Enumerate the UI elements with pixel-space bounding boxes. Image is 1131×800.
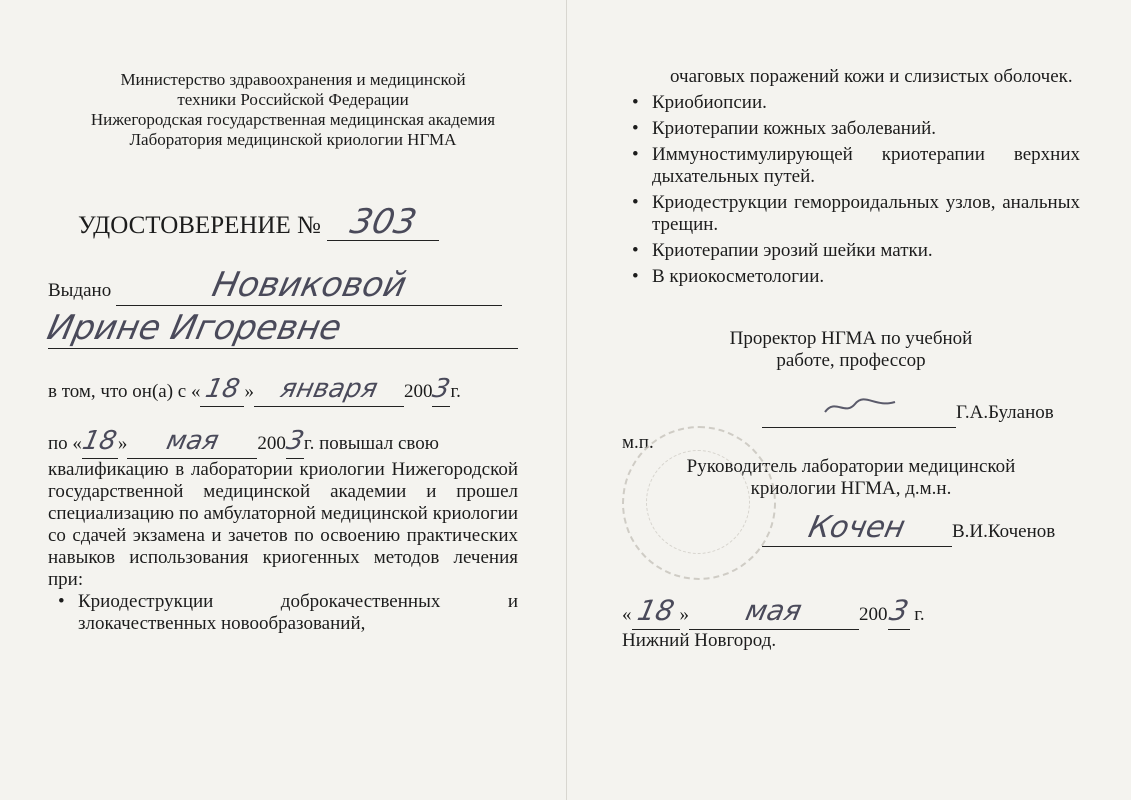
header-line-3: Нижегородская государственная медицинская академия [90,110,496,129]
bullet-continuation: очаговых поражений кожи и слизистых оболочек. [670,66,1073,87]
prorector-signature-line [622,394,1080,428]
date-year-prefix: 200 [859,604,888,625]
certificate-number: 303 [346,202,420,242]
date-suffix: г. [914,604,925,625]
head-title-line-2: криологии НГМА, д.м.н. [750,478,952,499]
from-day-field [200,375,244,407]
recipient-given-name: Ирине Игоревне [43,308,346,348]
from-month: января [277,374,381,404]
given-name-line [43,308,518,349]
right-page [622,66,1080,652]
page-fold [566,0,567,800]
to-year-field [283,426,307,459]
header-line-2: техники Российской Федерации [177,90,409,109]
issued-to-line [48,265,518,306]
prorector-signature [819,394,899,418]
prorector-title [622,328,1080,372]
to-date-line [48,427,518,459]
city: Нижний Новгород. [622,630,777,651]
head-signature: Кочен [805,510,909,545]
header-line-1: Министерство здравоохранения и медицинской [120,70,466,89]
certificate-number-field [327,202,439,242]
head-name: В.И.Коченов [952,521,1056,542]
from-date-line [48,375,518,407]
prorector-signature-field [762,394,956,428]
to-quote-close: » [117,433,128,454]
date-open-quote: « [622,604,632,625]
to-year-prefix: 200 [257,433,286,454]
given-name-field [43,308,518,349]
list-item: • Криотерапии кожных заболеваний. [622,118,1080,140]
issue-date-line [622,594,1080,630]
date-year-field [886,594,912,630]
list-item: • Криодеструкции доброкачественных и злокачественных новообразований, [48,591,518,635]
methods-list [622,92,1080,288]
list-item: • Криобиопсии. [622,92,1080,114]
date-month: мая [743,594,806,627]
issuer-header [68,70,518,150]
head-title-line-1: Руководитель лаборатории медицинской [686,456,1016,477]
issued-label: Выдано [48,280,112,301]
from-day: 18 [202,374,243,404]
list-item: • В криокосметологии. [622,266,1080,288]
date-close-quote: » [679,604,689,625]
list-item: • Иммуностимулирующей криотерапии верхних дыхательных путей. [622,144,1080,188]
date-day-field [632,594,680,630]
from-quote-close: » [244,381,254,402]
surname-field [116,265,502,306]
to-year-digit: 3 [283,426,307,456]
certificate-title-text: УДОСТОВЕРЕНИЕ № [78,212,321,239]
header-line-4: Лаборатория медицинской криологии НГМА [129,130,457,149]
date-day: 18 [634,594,677,627]
to-day: 18 [80,426,120,456]
prorector-title-line-2: работе, профессор [776,350,926,371]
head-signature-field [762,510,952,547]
list-item: • Криодеструкции геморроидальных узлов, анальных трещин. [622,192,1080,236]
from-month-field [254,375,404,407]
faded-seal [622,426,776,580]
date-year-digit: 3 [886,594,912,627]
recipient-surname: Новиковой [208,265,410,305]
methods-list-start [48,591,518,635]
prorector-title-line-1: Проректор НГМА по учебной [729,328,973,349]
to-prefix: по « [48,433,82,454]
qualification-text: квалификацию в лаборатории криологии Нижегородской государственной медицинской академии и прошел специализацию по амбулаторной медицинской криологии со сдачей экзамена и зачетов по освоению практических навыков использования криогенных методов лечения при: [48,459,518,590]
prorector-name: Г.А.Буланов [956,402,1054,423]
from-year-digit: 3 [430,374,453,404]
from-year-field [430,374,453,407]
left-page [43,70,518,639]
list-item: • Криотерапии эрозий шейки матки. [622,240,1080,262]
date-month-field [689,594,859,630]
to-after-text: г. повышал свою [303,433,439,454]
from-year-suffix: г. [450,381,461,402]
certificate-title [78,202,518,242]
from-year-prefix: 200 [403,381,433,402]
to-month: мая [163,426,222,456]
from-text: в том, что он(а) с « [48,381,201,402]
to-month-field [127,427,257,459]
stamp-label: м.п. [622,432,654,453]
to-day-field [82,427,118,459]
